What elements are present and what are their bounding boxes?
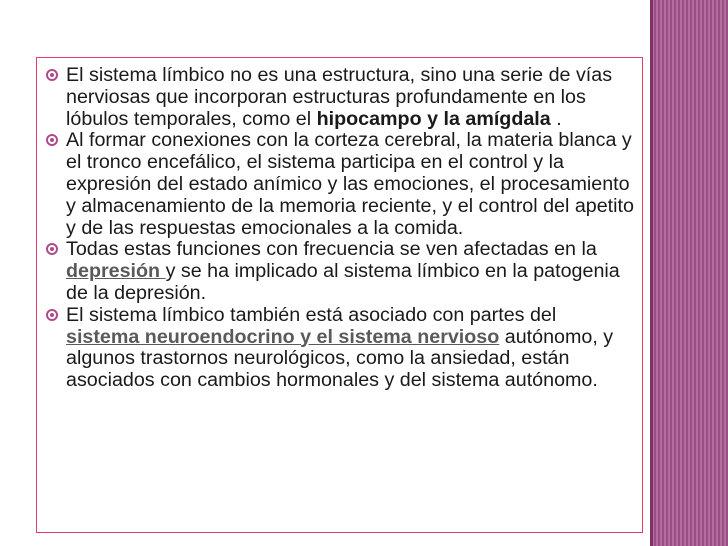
bullet-3-text: Todas estas funciones con frecuencia se ven afectadas en la [66,238,597,261]
bullet-1-text: El sistema límbico no es una estructura, sino una serie de vías nerviosas que incorporan estructuras profundamente en los lóbulos temporales, como el [66,64,613,130]
bullet-1-end: . [550,107,562,130]
bullet-list [44,65,634,392]
bullet-icon [46,134,58,146]
bullet-item-1 [44,65,634,130]
sistema-link[interactable]: sistema neuroendocrino y el sistema nervioso [66,325,500,348]
bullet-item-3 [44,239,634,304]
bullet-2-text: Al formar conexiones con la corteza cerebral, la materia blanca y el tronco encefálico, el sistema participa en el control y la expresión del estado anímico y las emociones, el procesamiento y almacenamiento de la memoria reciente, y el control del apetito y de las respuestas emocionales a la comida. [66,129,634,239]
bullet-item-2 [44,130,634,239]
bullet-4-text: El sistema límbico también está asociado con partes del [66,303,557,326]
bullet-3-end: y se ha implicado al sistema límbico en la patogenia de la depresión. [66,260,620,304]
depresion-link[interactable]: depresión [66,260,166,283]
stripe-edge [650,0,653,546]
decorative-stripe [650,0,728,546]
bullet-icon [46,69,58,81]
bullet-icon [46,243,58,255]
bullet-icon [46,309,58,321]
bullet-item-4 [44,305,634,392]
bullet-1-bold: hipocampo y la amígdala [316,107,551,130]
bullet-4-end: autónomo, y algunos trastornos neurológicos, como la ansiedad, están asociados con cambios hormonales y del sistema autónomo. [66,325,614,392]
